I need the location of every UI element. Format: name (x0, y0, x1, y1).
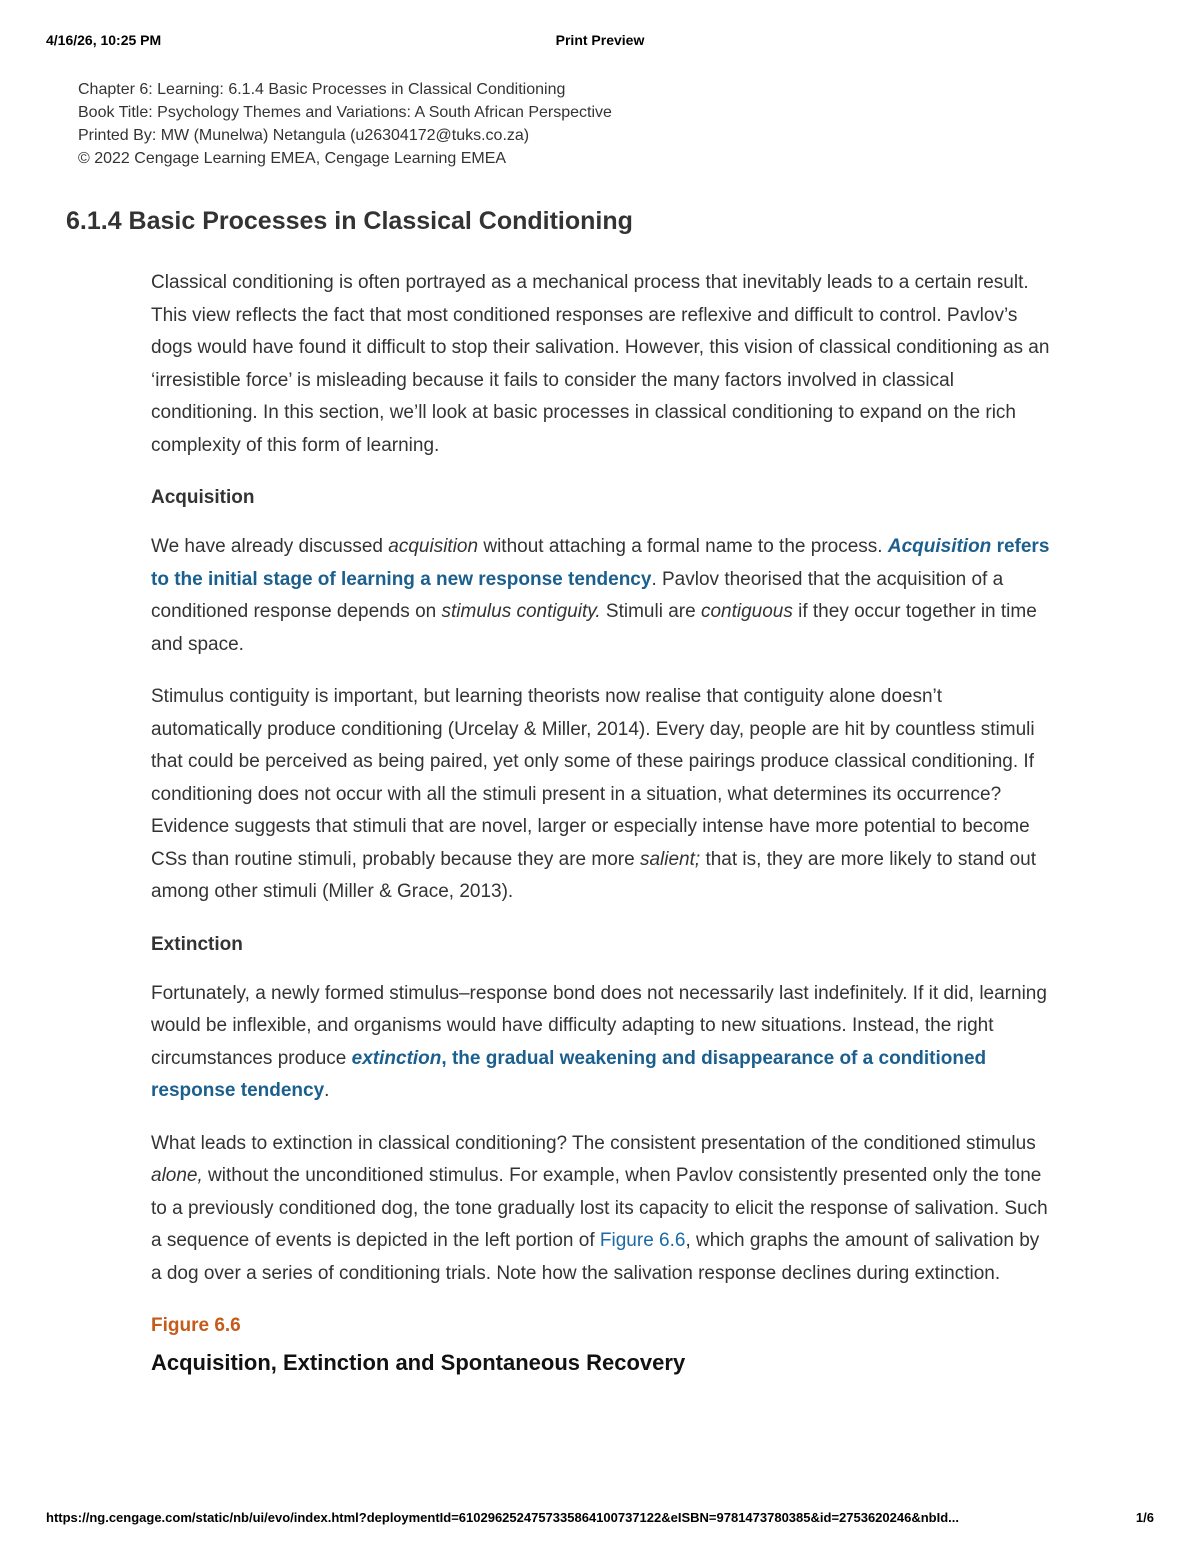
acquisition-heading: Acquisition (151, 487, 255, 508)
print-title: Print Preview (555, 32, 645, 48)
extinction-heading: Extinction (151, 933, 243, 955)
print-header (46, 32, 1154, 50)
section-title: 6.1.4 Basic Processes in Classical Conditioning (66, 207, 633, 235)
extinction-paragraph-2: What leads to extinction in classical conditioning? The consistent presentation of the conditioned stimulus alone, without the unconditioned stimulus. For example, when Pavlov consistently presented only the tone to a previously conditioned dog, the tone gradually lost its capacity to elicit the response of salivation. Such a sequence of events is depicted in the left portion of Figure 6.6, which graphs the amount of salivation by a dog over a series of conditioning trials. Note how the salivation response declines during extinction. (151, 1132, 1048, 1284)
figure-label: Figure 6.6 (151, 1315, 241, 1336)
page-number: 1/6 (1135, 1510, 1154, 1525)
print-footer (46, 1510, 1154, 1528)
document-meta (78, 78, 612, 170)
acquisition-paragraph-1: We have already discussed acquisition without attaching a formal name to the process. Acquisition refers to the initial stage of learning a new response tendency. Pavlov theorised that the acquisition of a conditioned response depends on stimulus contiguity. Stimuli are contiguous if they occur together in time and space. (151, 536, 1050, 655)
acquisition-paragraph-2: Stimulus contiguity is important, but learning theorists now realise that contiguity alone doesn’t automatically produce conditioning (Urcelay & Miller, 2014). Every day, people are hit by countless stimuli that could be perceived as being paired, yet only some of these pairings produce classical conditioning. If conditioning does not occur with all the stimuli present in a situation, what determines its occurrence? Evidence suggests that stimuli that are novel, larger or especially intense have more potential to become CSs than routine stimuli, probably because they are more salient; that is, they are more likely to stand out among other stimuli (Miller & Grace, 2013). (151, 686, 1037, 902)
meta-chapter: Chapter 6: Learning: 6.1.4 Basic Processes in Classical Conditioning (78, 81, 566, 98)
extinction-definition[interactable]: extinction, the gradual weakening and disappearance of a conditioned response tendency (151, 1047, 987, 1101)
meta-book-title: Book Title: Psychology Themes and Variations: A South African Perspective (78, 104, 612, 121)
intro-paragraph: Classical conditioning is often portrayed as a mechanical process that inevitably leads to a certain result. This view reflects the fact that most conditioned responses are reflexive and difficult to control. Pavlov’s dogs would have found it difficult to stop their salivation. However, this vision of classical conditioning as an ‘irresistible force’ is misleading because it fails to consider the many factors involved in classical conditioning. In this section, we’ll look at basic processes in classical conditioning to expand on the rich complexity of this form of learning. (151, 272, 1050, 456)
meta-copyright: © 2022 Cengage Learning EMEA, Cengage Learning EMEA (78, 150, 507, 167)
extinction-paragraph-1: Fortunately, a newly formed stimulus–response bond does not necessarily last indefinitely. If it did, learning would be inflexible, and organisms would have difficulty adapting to new situations. Instead, the right circumstances produce extinction, the gradual weakening and disappearance of a conditioned response tendency. (151, 982, 1047, 1101)
print-datetime: 4/16/26, 10:25 PM (46, 32, 162, 48)
acquisition-definition[interactable]: Acquisition refers to the initial stage of learning a new response tendency (151, 536, 1050, 590)
meta-printed-by: Printed By: MW (Munelwa) Netangula (u26304172@tuks.co.za) (78, 127, 530, 144)
print-url: https://ng.cengage.com/static/nb/ui/evo/index.html?deploymentId=6102962524757335864100737122&eISBN=9781473780385&id=2753620246&nbId... (46, 1510, 959, 1525)
main-content (151, 267, 1051, 1379)
figure-title: Acquisition, Extinction and Spontaneous Recovery (151, 1349, 686, 1375)
figure-6-6-link[interactable]: Figure 6.6 (599, 1230, 686, 1251)
